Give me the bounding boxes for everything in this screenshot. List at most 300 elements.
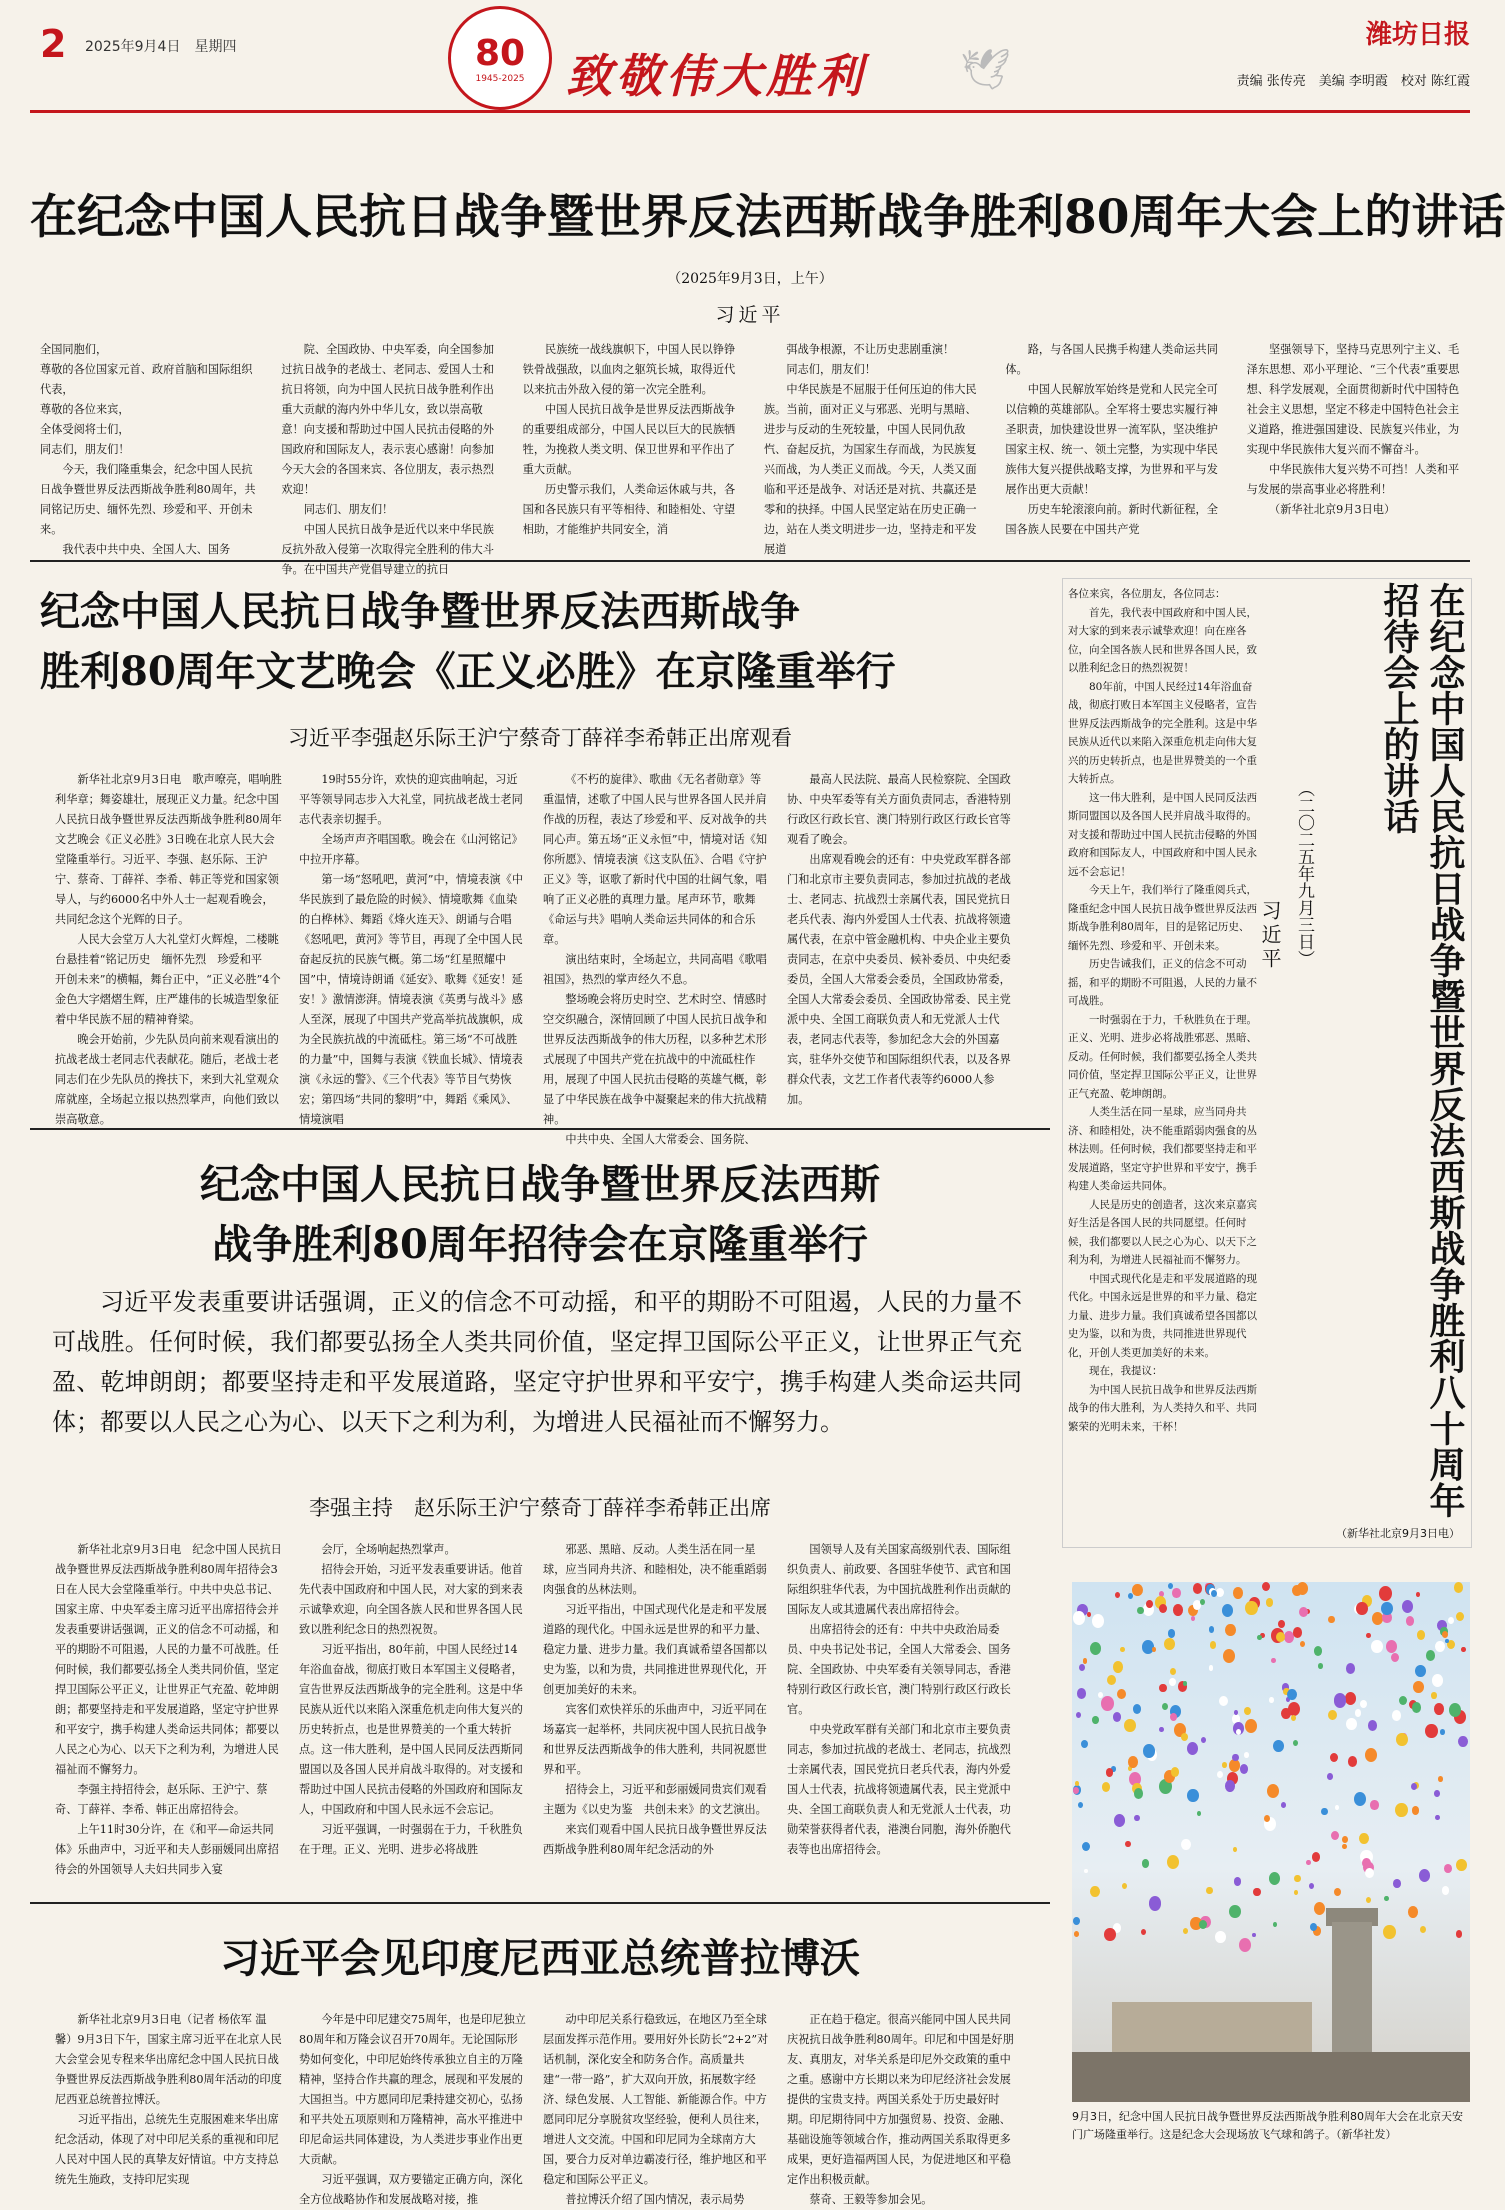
balloon-shape [1360, 1700, 1367, 1708]
balloon-shape [1264, 1815, 1270, 1822]
balloon-shape [1253, 1888, 1260, 1896]
section-divider [30, 1902, 1050, 1904]
balloon-shape [1327, 1773, 1333, 1780]
paragraph: 一时强弱在于力，千秋胜负在于理。正义、光明、进步必将战胜邪恶、黑暗、反动。任何时候，我们都要弘扬全人类共同价值，坚定捍卫国际公平正义，让世界正气充盈、乾坤朗朗。 [1068, 1013, 1257, 1100]
text-column [543, 770, 771, 1180]
balloon-shape [1432, 1674, 1443, 1686]
paragraph: 路，与各国人民携手构建人类命运共同体。 [1005, 343, 1218, 376]
balloon-shape [1234, 1877, 1241, 1886]
paragraph: 习近平强调，双方要锚定正确方向，深化全方位战略协作和发展战略对接，推 [299, 2173, 523, 2206]
paragraph: 现在，我提议： [1089, 1365, 1163, 1377]
balloon-shape [1233, 1587, 1243, 1599]
balloon-shape [1149, 1896, 1161, 1910]
balloon-shape [1193, 1583, 1203, 1594]
paragraph: 招待会开始，习近平发表重要讲话。他首先代表中国政府和中国人民，对大家的到来表示诚挚欢迎，向全国各族人民和世界各国人民致以胜利纪念日的热烈祝贺。 [299, 1563, 523, 1636]
speech-author: 习近平 [715, 304, 785, 326]
paragraph: 19时55分许，欢快的迎宾曲响起，习近平等领导同志步入大礼堂，同抗战老战士老同志代表亲切握手。 [299, 773, 523, 826]
reception-headline-line2: 战争胜利80周年招待会在京隆重举行 [212, 1221, 868, 1268]
paragraph: 习近平强调，一时强弱在于力，千秋胜负在于理。正义、光明、进步必将战胜 [299, 1823, 523, 1856]
balloon-shape [1371, 1640, 1383, 1653]
balloon-shape [1187, 1742, 1198, 1755]
paragraph: 动中印尼关系行稳致远，在地区乃至全球层面发挥示范作用。要用好外长防长“2+2”对话机制，深化安全和防务合作。高质量共建“一带一路”，扩大双向开放，拓展数字经济、绿色发展、人工智能、新能源合作。中方愿同印尼分享脱贫攻坚经验，便利人员往来，增进人文交流。中国和印尼同为全球南方大国，要合力反对单边霸凌行径，维护地区和平稳定和国际公平正义。 [543, 2013, 769, 2186]
paragraph: 习近平指出，总统先生克服困难来华出席纪念活动，体现了对中印尼关系的重视和印尼人民对中国人民的真挚友好情谊。中方支持总统先生施政，支持印尼实现 [55, 2113, 279, 2186]
anniversary-emblem [448, 6, 552, 110]
balloon-shape [1354, 1792, 1366, 1806]
sidebar-headline: 在纪念中国人民抗日战争暨世界反法西斯战争胜利八十周年招待会上的讲话 [1378, 582, 1466, 1518]
balloon-shape [1300, 1641, 1305, 1647]
balloon-shape [1217, 1771, 1224, 1779]
paragraph: 首先，我代表中国政府和中国人民，对大家的到来表示诚挚欢迎！向在座各位，向全国各族人民和世界各国人民，致以胜利纪念日的热烈祝贺！ [1068, 606, 1257, 674]
balloon-shape [1310, 1923, 1317, 1931]
balloon-shape [1134, 1815, 1139, 1821]
text-column [787, 770, 1015, 1180]
balloon-shape [1200, 1599, 1205, 1605]
paragraph: 历史告诫我们，正义的信念不可动摇，和平的期盼不可阻遏，人民的力量不可战胜。 [1068, 958, 1257, 1007]
paragraph: 历史警示我们，人类命运休戚与共，各国和各民族只有平等相待、和睦相处、守望相助，才能维护共同安全，消 [522, 483, 736, 536]
balloon-shape [1078, 1802, 1083, 1808]
balloon-shape [1269, 1872, 1280, 1885]
balloon-shape [1120, 1647, 1125, 1653]
balloon-shape [1267, 1784, 1279, 1798]
text-column [55, 1540, 283, 1990]
balloon-shape [1159, 1727, 1164, 1733]
paragraph: 人类生活在同一星球，应当同舟共济、和睦相处，决不能重蹈弱肉强食的丛林法则。任何时候，我们都要坚持走和平发展道路，坚定守护世界和平安宁，携手构建人类命运共同体。 [1068, 1106, 1257, 1192]
balloon-shape [1359, 1833, 1369, 1845]
balloon-shape [1124, 1719, 1136, 1733]
balloon-shape [1229, 1759, 1240, 1771]
paragraph: 招待会上，习近平和彭丽媛同贵宾们观看主题为《以史为鉴 共创未来》的文艺演出。 [543, 1783, 767, 1816]
balloon-shape [1164, 1638, 1175, 1650]
text-column [1247, 340, 1470, 520]
text-column [787, 2010, 1015, 2206]
balloon-shape [1435, 1815, 1439, 1820]
text-column [299, 1540, 527, 1990]
balloon-shape [1211, 1590, 1217, 1597]
balloon-shape [1328, 1616, 1334, 1623]
balloon-shape [1223, 1649, 1235, 1663]
balloon-shape [1183, 1681, 1187, 1686]
balloon-shape [1356, 1602, 1368, 1615]
balloon-shape [1199, 1920, 1207, 1929]
balloon-shape [1355, 1709, 1361, 1716]
paragraph: （新华社北京9月3日电） [1269, 503, 1396, 516]
balloon-shape [1084, 1869, 1088, 1874]
paragraph: 中华民族是不屈服于任何压迫的伟大民族。当前，面对正义与邪恶、光明与黑暗、进步与反动的生死较量，中国人民同仇敌忾、奋起反抗，为国家生存而战，为民族复兴而战，为人类正义而战。今天，人类又面临和平还是战争、对话还是对抗、共赢还是零和的抉择。中国人民坚定站在历史正确一边，站在人类文明进步一边，坚持走和平发展道 [763, 383, 977, 556]
balloon-shape [1442, 1886, 1449, 1895]
paragraph: 出席观看晚会的还有：中央党政军群各部门和北京市主要负责同志，参加过抗战的老战士、老同志、抗战烈士亲属代表，国民党抗日老兵代表、海内外爱国人士代表、抗战将领遗属代表，在京中管金融机构、中央企业主要负责同志，在京中央委员、候补委员、中央纪委委员，全国人大常委会委员，全国政协常委，全国人大常委会委员、全国政协常委、民主党派中央、全国工商联负责人和无党派人士代表，老同志代表等，参加纪念大会的外国嘉宾，驻华外交使节和国际组织代表，以及各界群众代表，文艺工作者代表等约6000人参加。 [787, 853, 1011, 1106]
balloon-shape [1081, 1740, 1088, 1748]
balloon-shape [1073, 1611, 1085, 1624]
speech-headline: 在纪念中国人民抗日战争暨世界反法西斯战争胜利80周年大会上的讲话 [30, 190, 1505, 245]
balloon-shape [1425, 1724, 1438, 1739]
text-column [299, 2010, 527, 2206]
balloon-shape [1222, 1762, 1227, 1768]
balloon-shape [1312, 1852, 1321, 1862]
balloon-shape [1159, 1684, 1167, 1693]
balloon-shape [1076, 1712, 1082, 1718]
paragraph: 李强主持招待会，赵乐际、王沪宁、蔡奇、丁薛祥、李希、韩正出席招待会。 [55, 1783, 268, 1816]
gala-headline [40, 582, 1040, 702]
paragraph: 来宾们观看中国人民抗日战争暨世界反法西斯战争胜利80周年纪念活动的外 [543, 1823, 767, 1856]
emblem-years: 1945-2025 [475, 73, 525, 84]
balloon-shape [1168, 1629, 1175, 1637]
balloon-shape [1222, 1604, 1233, 1617]
balloon-shape [1225, 1780, 1236, 1792]
paragraph: 同志们、朋友们！ [303, 503, 394, 516]
section-divider [30, 1128, 1050, 1130]
text-column [281, 340, 504, 576]
paragraph: 我代表中共中央、全国人大、国务 [62, 543, 231, 556]
balloon-shape [1173, 1604, 1183, 1616]
text-column [299, 770, 527, 1180]
balloons-photo [1072, 1582, 1470, 2102]
text-column [55, 2010, 283, 2186]
balloon-shape [1234, 1710, 1238, 1715]
balloon-shape [1201, 1737, 1206, 1743]
paragraph: 今天，我们隆重集会，纪念中国人民抗日战争暨世界反法西斯战争胜利80周年，共同铭记历史、缅怀先烈、珍爱和平、开创未来。 [40, 463, 256, 536]
balloon-shape [1233, 1847, 1238, 1852]
paragraph: 尊敬的各位来宾， [40, 403, 130, 416]
balloon-shape [1434, 1703, 1444, 1714]
reception-body [55, 1540, 1015, 1990]
balloon-shape [1104, 1928, 1115, 1941]
paragraph: 同志们，朋友们！ [786, 363, 876, 376]
paragraph: 国领导人及有关国家高级别代表、国际组织负责人、前政要、各国驻华使节、武官和国际组织驻华代表，为中国抗战胜利作出贡献的国际友人或其遗属代表出席招待会。 [787, 1543, 1011, 1616]
balloon-shape [1143, 1744, 1155, 1757]
paragraph: 邪恶、黑暗、反动。人类生活在同一星球，应当同舟共济、和睦相处，决不能重蹈弱肉强食的丛林法则。 [543, 1543, 767, 1596]
balloon-shape [1141, 1929, 1146, 1935]
paragraph: 全场声声齐唱国歌。晚会在《山河铭记》中拉开序幕。 [299, 833, 523, 866]
balloon-shape [1456, 1612, 1464, 1621]
dove-icon: 🕊 [960, 47, 1011, 93]
gala-body [55, 770, 1015, 1180]
balloon-shape [1209, 1665, 1214, 1670]
balloon-shape [1366, 1897, 1371, 1903]
paragraph: 中国人民抗日战争是世界反法西斯战争的重要组成部分，中国人民以巨大的民族牺牲，为挽救人类文明、保卫世界和平作出了重大贡献。 [522, 403, 736, 476]
balloon-shape [1209, 1626, 1215, 1633]
balloon-shape [1232, 1754, 1239, 1762]
balloon-shape [1117, 1689, 1126, 1700]
balloon-shape [1134, 1788, 1143, 1798]
balloon-shape [1293, 1740, 1298, 1746]
balloon-shape [1082, 1842, 1090, 1851]
balloon-shape [1073, 1917, 1080, 1925]
balloon-shape [1412, 1702, 1421, 1713]
balloon-shape [1456, 1930, 1462, 1937]
balloon-shape [1092, 1716, 1099, 1723]
balloon-shape [1142, 1859, 1149, 1867]
paragraph: 为中国人民抗日战争和世界反法西斯战争的伟大胜利，为人类持久和平、共同繁荣的光明未来，干杯！ [1068, 1383, 1257, 1433]
balloon-shape [1306, 1860, 1310, 1865]
balloon-shape [1370, 1800, 1378, 1810]
sidebar-date: （二〇二五年九月三日） [1294, 780, 1314, 967]
balloon-shape [1170, 1668, 1176, 1675]
speech-body [40, 340, 1470, 576]
balloon-shape [1181, 1839, 1191, 1850]
balloon-shape [1162, 1703, 1168, 1710]
balloon-shape [1291, 1715, 1296, 1721]
balloon-shape [1077, 1688, 1086, 1699]
balloon-shape [1101, 1696, 1114, 1711]
balloon-shape [1125, 1841, 1130, 1847]
paragraph: 习近平指出，80年前，中国人民经过14年浴血奋战，彻底打败日本军国主义侵略者，宣告世界反法西斯战争的完全胜利。这是中华民族从近代以来陷入深重危机走向伟大复兴的历史转折点，也是世界赞美的一个重大转折点。这一伟大胜利，是中国人民同反法西斯同盟国以及各国人民并肩战斗取得的。对支援和帮助过中国人民抗击侵略的外国政府和国际友人，中国政府和中国人民永远不会忘记。 [299, 1643, 523, 1816]
issue-date: 2025年9月4日 星期四 [85, 39, 237, 55]
balloon-shape [1092, 1614, 1104, 1628]
balloon-shape [1083, 1658, 1088, 1663]
balloon-shape [1334, 1888, 1341, 1896]
header-divider [30, 110, 1470, 113]
balloon-shape [1435, 1641, 1445, 1652]
balloon-shape [1431, 1692, 1437, 1698]
balloon-shape [1197, 1811, 1201, 1816]
balloon-shape [1128, 1756, 1138, 1768]
text-column [55, 770, 283, 1180]
reception-lead: 习近平发表重要讲话强调，正义的信念不可动摇，和平的期盼不可阻遏，人民的力量不可战胜。任何时候，我们都要弘扬全人类共同价值，坚定捍卫国际公平正义，让世界正气充盈、乾坤朗朗；都要坚持走和平发展道路，坚定守护世界和平安宁，携手构建人类命运共同体；都要以人民之心为心、以天下之利为利，为增进人民福祉而不懈努力。 [52, 1288, 1022, 1436]
gala-headline-line2: 胜利80周年文艺晚会《正义必胜》在京隆重举行 [40, 648, 896, 695]
balloon-shape [1365, 1868, 1374, 1879]
balloon-shape [1090, 1886, 1100, 1898]
balloon-shape [1346, 1663, 1355, 1673]
balloon-shape [1187, 1789, 1198, 1802]
monument-shape [1332, 1922, 1372, 2052]
balloon-shape [1444, 1864, 1452, 1873]
balloon-shape [1392, 1710, 1401, 1721]
balloon-shape [1183, 1928, 1188, 1934]
balloon-shape [1461, 1647, 1465, 1652]
balloon-shape [1294, 1875, 1301, 1883]
balloon-shape [1402, 1600, 1413, 1613]
paragraph: 蔡奇、王毅等参加会见。 [809, 2193, 933, 2206]
balloon-shape [1106, 1768, 1114, 1777]
paragraph: 中国人民抗日战争是近代以来中华民族反抗外敌入侵第一次取得完全胜利的伟大斗争。在中国共产党倡导建立的抗日 [281, 523, 494, 576]
balloon-shape [1419, 1869, 1430, 1882]
balloon-shape [1383, 1925, 1395, 1939]
balloon-shape [1210, 1641, 1217, 1649]
balloon-shape [1257, 1635, 1262, 1641]
paragraph: 第一场“怒吼吧，黄河”中，情境表演《中华民族到了最危险的时候》、情境歌舞《血染的白桦林》、舞蹈《烽火连天》、朗诵与合唱《怒吼吧，黄河》等节目，再现了全中国人民奋起反抗的民族气概。第二场“红星照耀中国”中，情境诗朗诵《延安》、歌舞《延安！延安！》激情澎湃。情境表演《英勇与战斗》感人至深，展现了中国共产党高举抗战旗帜，成为全民族抗战的中流砥柱。第三场“不可战胜的力量”中，国舞与表演《铁血长城》、情境表演《永远的警》、《三个代表》等节目气势恢宏；第四场“共同的黎明”中，舞蹈《乘风》、情境演唱 [299, 873, 524, 1126]
balloon-shape [1379, 1586, 1392, 1601]
sidebar-body [1068, 585, 1258, 1515]
paragraph: 《不朽的旋律》、歌曲《无名者勋章》等重温情，述歌了中国人民与世界各国人民并肩作战的历程，表达了珍爱和平、反对战争的共同心声。第五场“正义永恒”中，情境对话《知你所愿》、情境表演《这支队伍》、合唱《守护正义》等，讴歌了新时代中国的壮阔气象，唱响了正义必胜的真理力量。尾声环节，歌舞《命运与共》唱响人类命运共同体的和合乐章。 [543, 773, 768, 946]
balloon-shape [1273, 1740, 1284, 1753]
balloon-shape [1328, 1710, 1337, 1720]
paragraph: 普拉博沃介绍了国内情况，表示局势 [565, 2193, 745, 2206]
paragraph: 新华社北京9月3日电（记者 杨依军 温馨）9月3日下午，国家主席习近平在北京人民大会堂会见专程来华出席纪念中国人民抗日战争暨世界反法西斯战争胜利80周年活动的印度尼西亚总统普拉博沃。 [55, 2013, 282, 2106]
balloon-shape [1278, 1620, 1285, 1628]
balloon-shape [1225, 1624, 1235, 1636]
paragraph: 习近平指出，中国式现代化是走和平发展道路的现代化。中国永远是世界的和平力量、稳定力量、进步力量。我们真诚希望各国都以史为鉴，以和为贵，共同推进世界现代化，开创更加美好的未来。 [543, 1603, 767, 1696]
balloon-shape [1321, 1808, 1327, 1815]
paragraph: 弭战争根源，不让历史悲剧重演！ [786, 343, 955, 356]
section-title: 致敬伟大胜利 [566, 49, 866, 103]
balloon-shape [1159, 1604, 1167, 1613]
balloon-shape [1168, 1583, 1173, 1589]
balloon-shape [1269, 1697, 1274, 1702]
balloon-shape [1172, 1588, 1180, 1598]
paragraph: 上午11时30分许，在《和平—命运共同体》乐曲声中，习近平和夫人彭丽媛同出席招待会的外国领导人夫妇共同步入宴 [55, 1823, 279, 1876]
paragraph: 整场晚会将历史时空、艺术时空、情感时空交织融合，深情回顾了中国人民抗日战争和世界反法西斯战争的伟大历程，以多种艺术形式展现了中国共产党在抗战中的中流砥柱作用，展现了中国人民抗击侵略的英雄气概，彰显了中华民族在战争中凝聚起来的伟大抗战精神。 [543, 993, 767, 1126]
balloon-shape [1391, 1653, 1399, 1662]
paragraph: 历史车轮滚滚向前。新时代新征程，全国各族人民要在中国共产党 [1005, 503, 1218, 536]
balloon-shape [1137, 1607, 1143, 1614]
balloon-shape [1393, 1879, 1400, 1888]
balloon-shape [1342, 1844, 1347, 1850]
plaza-shape [1072, 2052, 1470, 2102]
balloon-shape [1348, 1756, 1357, 1767]
balloon-shape [1266, 1598, 1274, 1607]
balloon-shape [1252, 1933, 1256, 1938]
balloon-shape [1171, 1767, 1179, 1776]
paragraph: 会厅，全场响起热烈掌声。 [321, 1543, 456, 1556]
balloon-shape [1087, 1612, 1092, 1617]
balloon-shape [1262, 1582, 1270, 1591]
balloon-shape [1416, 1592, 1421, 1597]
balloon-shape [1240, 1764, 1248, 1773]
paragraph: 宾客们欢快祥乐的乐曲声中，习近平同在场嘉宾一起举杯，共同庆祝中国人民抗日战争和世界反法西斯战争的伟大胜利，共同祝愿世界和平。 [543, 1703, 767, 1776]
balloon-shape [1448, 1617, 1454, 1624]
text-column [787, 1540, 1015, 1990]
balloon-shape [1167, 1855, 1179, 1869]
balloon-shape [1170, 1713, 1178, 1722]
balloon-shape [1115, 1592, 1121, 1598]
balloon-shape [1381, 1602, 1393, 1616]
balloon-shape [1293, 1627, 1302, 1638]
paragraph: 尊敬的各位国家元首、政府首脑和国际组织代表， [40, 363, 253, 396]
photo-caption: 9月3日，纪念中国人民抗日战争暨世界反法西斯战争胜利80周年大会在北京天安门广场隆重举行。这是纪念大会现场放飞气球和鸽子。（新华社发） [1072, 2110, 1463, 2141]
paragraph: 人民大会堂万人大礼堂灯火辉煌，二楼眺台悬挂着“铭记历史 缅怀先烈 珍爱和平 开创未来”的横幅，舞台正中，“正义必胜”4个金色大字熠熠生辉，庄严雄伟的长城造型象征着中华民族不屈的精神脊梁。 [55, 933, 281, 1026]
balloon-shape [1334, 1693, 1347, 1708]
balloon-shape [1079, 1664, 1085, 1671]
editors-credit: 责编 张传亮 美编 李明霞 校对 陈红霞 [1236, 74, 1470, 89]
page-number: 2 [40, 22, 67, 66]
balloon-shape [1384, 1896, 1389, 1901]
text-column [763, 340, 987, 556]
balloon-shape [1219, 1696, 1228, 1706]
text-column [522, 340, 746, 536]
balloon-shape [1386, 1640, 1397, 1653]
paragraph: 人民是历史的创造者，这次来京嘉宾好生活是各国人民的共同愿望。任何时候，我们都要以人民之心为心、以天下之利为利，为增进人民福祉而不懈努力。 [1068, 1198, 1257, 1266]
paragraph: 这一伟大胜利，是中国人民同反法西斯同盟国以及各国人民并肩战斗取得的。对支援和帮助过中国人民抗击侵略的外国政府和国际友人，中国政府和中国人民永远不会忘记！ [1068, 791, 1257, 878]
balloon-shape [1335, 1805, 1340, 1810]
balloon-shape [1114, 1814, 1125, 1827]
paragraph: 坚强领导下，坚持马克思列宁主义、毛泽东思想、邓小平理论、“三个代表”重要思想、科学发展观，全面贯彻新时代中国特色社会主义思想，坚定不移走中国特色社会主义道路，推进强国建设、民族复兴伟业，为实现中华民族伟大复兴而不懈奋斗。 [1246, 343, 1460, 456]
balloon-shape [1362, 1858, 1371, 1868]
paragraph: 各位来宾，各位朋友，各位同志： [1068, 588, 1226, 600]
page-header [0, 0, 1500, 103]
balloon-shape [1206, 1887, 1212, 1894]
balloon-shape [1216, 1588, 1224, 1597]
reception-headline-line1: 纪念中国人民抗日战争暨世界反法西斯 [200, 1161, 880, 1208]
balloon-shape [1152, 1647, 1156, 1652]
emblem-number: 80 [474, 32, 526, 74]
sidebar-author: 习近平 [1258, 900, 1282, 972]
paragraph: 民族统一战线旗帜下，中国人民以铮铮铁骨战强敌，以血肉之躯筑长城，取得近代以来抗击外敌入侵的第一次完全胜利。 [522, 343, 736, 396]
paragraph: 正在趋于稳定。很高兴能同中国人民共同庆祝抗日战争胜利80周年。印尼和中国是好朋友、真朋友，对华关系是印尼外交政策的重中之重。感谢中方长期以来为印尼经济社会发展提供的宝贵支持。两国关系处于历史最好时期。印尼期待同中方加强贸易、投资、金融、基础设施等领域合作，推动两国关系取得更多成果，更好造福两国人民，为促进地区和平稳定作出积极贡献。 [787, 2013, 1014, 2186]
gala-subtitle: 习近平李强赵乐际王沪宁蔡奇丁薛祥李希韩正出席观看 [288, 726, 792, 750]
balloon-shape [1406, 1616, 1415, 1626]
balloon-shape [1299, 1607, 1308, 1617]
balloon-shape [1399, 1696, 1407, 1705]
balloon-shape [1294, 1890, 1299, 1895]
balloon-shape [1314, 1902, 1325, 1915]
balloon-shape [1318, 1663, 1323, 1669]
balloon-shape [1342, 1836, 1348, 1843]
meeting-headline: 习近平会见印度尼西亚总统普拉博沃 [220, 1935, 860, 1982]
balloon-shape [1107, 1675, 1116, 1685]
paragraph: 晚会开始前，少先队员向前来观看演出的抗战老战士老同志代表献花。随后，老战士老同志们在少先队员的搀扶下，来到大礼堂观众席就座，全场起立报以热烈掌声，向他们致以崇高敬意。 [55, 1033, 279, 1126]
balloon-shape [1239, 1938, 1252, 1952]
speech-date: （2025年9月3日，上午） [667, 271, 833, 287]
balloon-shape [1090, 1642, 1101, 1655]
balloon-shape [1396, 1733, 1408, 1746]
balloon-shape [1411, 1783, 1417, 1790]
balloon-shape [1412, 1806, 1419, 1814]
balloon-shape [1245, 1719, 1257, 1733]
text-column [543, 2010, 771, 2206]
paragraph: 演出结束时，全场起立，共同高唱《歌唱祖国》，热烈的掌声经久不息。 [543, 953, 767, 986]
balloon-shape [1420, 1926, 1426, 1933]
balloon-shape [1434, 1790, 1440, 1797]
paragraph: 院、全国政协、中央军委，向全国参加过抗日战争的老战士、老同志、爱国人士和抗日将领，向为中国人民抗日战争胜利作出重大贡献的海内外中华儿女，致以崇高敬意！向支援和帮助过中国人民抗击侵略的外国政府和国际友人，表示衷心感谢！向参加今天大会的各国来宾、各位朋友，表示热烈欢迎！ [281, 343, 494, 496]
balloon-shape [1454, 1582, 1464, 1593]
section-divider [30, 560, 1470, 562]
paragraph: 中央党政军群有关部门和北京市主要负责同志，参加过抗战的老战士、老同志，抗战烈士亲属代表，国民党抗日老兵代表，海内外爱国人士代表，抗战将领遗属代表，民主党派中央、全国工商联负责人和无党派人士代表，功勋荣誉获得者代表，港澳台同胞，海外侨胞代表等也出席招待会。 [787, 1723, 1011, 1856]
balloon-shape [1281, 1802, 1286, 1808]
balloon-shape [1458, 1736, 1468, 1747]
newspaper-name: 潍坊日报 [1365, 20, 1470, 50]
balloon-shape [1132, 1584, 1142, 1596]
balloon-shape [1449, 1703, 1461, 1717]
paragraph: 最高人民法院、最高人民检察院、全国政协、中央军委等有关方面负责同志，香港特别行政区行政长官、澳门特别行政区行政长官等观看了晚会。 [787, 773, 1011, 846]
balloon-shape [1271, 1658, 1276, 1663]
balloon-shape [1330, 1753, 1338, 1763]
paragraph: 中共中央、全国人大常委会、国务院、 [565, 1133, 756, 1146]
balloon-shape [1442, 1631, 1448, 1638]
text-column [40, 340, 263, 556]
paragraph: 今天上午，我们举行了隆重阅兵式，隆重纪念中国人民抗日战争暨世界反法西斯战争胜利80周年，目的是铭记历史、缅怀先烈、珍爱和平、开创未来。 [1068, 884, 1257, 952]
balloon-shape [1415, 1665, 1426, 1677]
balloon-shape [1229, 1905, 1240, 1918]
balloon-shape [1102, 1782, 1110, 1792]
reception-subtitle: 李强主持 赵乐际王沪宁蔡奇丁薛祥李希韩正出席 [309, 1496, 771, 1520]
balloon-shape [1438, 1776, 1443, 1782]
balloon-shape [1417, 1630, 1425, 1639]
balloon-shape [1133, 1704, 1141, 1714]
balloon-shape [1309, 1883, 1314, 1889]
balloon-shape [1169, 1678, 1176, 1686]
balloon-shape [1368, 1720, 1377, 1731]
balloon-shape [1073, 1787, 1079, 1794]
balloon-shape [1440, 1729, 1445, 1735]
balloon-shape [1122, 1883, 1127, 1889]
balloon-shape [1215, 1931, 1225, 1943]
balloon-shape [1276, 1632, 1285, 1642]
balloon-shape [1331, 1831, 1339, 1841]
paragraph: 新华社北京9月3日电 纪念中国人民抗日战争暨世界反法西斯战争胜利80周年招待会3日在人民大会堂隆重举行。中共中央总书记、国家主席、中央军委主席习近平出席招待会并发表重要讲话强调，正义的信念不可动摇，和平的期盼不可阻遏，人民的力量不可战胜。任何时候，我们都要弘扬全人类共同价值，坚定捍卫国际公平正义，让世界正气充盈、乾坤朗朗；都要坚持走和平发展道路，坚定守护世界和平安宁，携手构建人类命运共同体；都要以人民之心为心、以天下之利为利，为增进人民福祉而不懈努力。 [55, 1543, 282, 1776]
balloon-shape [1244, 1707, 1251, 1716]
meeting-body [55, 2010, 1015, 2206]
balloon-shape [1314, 1646, 1323, 1656]
text-column [543, 1540, 771, 1990]
gala-headline-line1: 纪念中国人民抗日战争暨世界反法西斯战争 [40, 588, 800, 635]
balloon-shape [1245, 1601, 1258, 1615]
balloon-shape [1191, 1616, 1195, 1621]
balloon-shape [1456, 1859, 1467, 1871]
paragraph: 中华民族伟大复兴势不可挡！人类和平与发展的崇高事业必将胜利！ [1246, 463, 1460, 496]
balloon-shape [1408, 1906, 1419, 1918]
balloon-shape [1074, 1931, 1079, 1937]
paragraph: 全国同胞们， [40, 343, 108, 356]
